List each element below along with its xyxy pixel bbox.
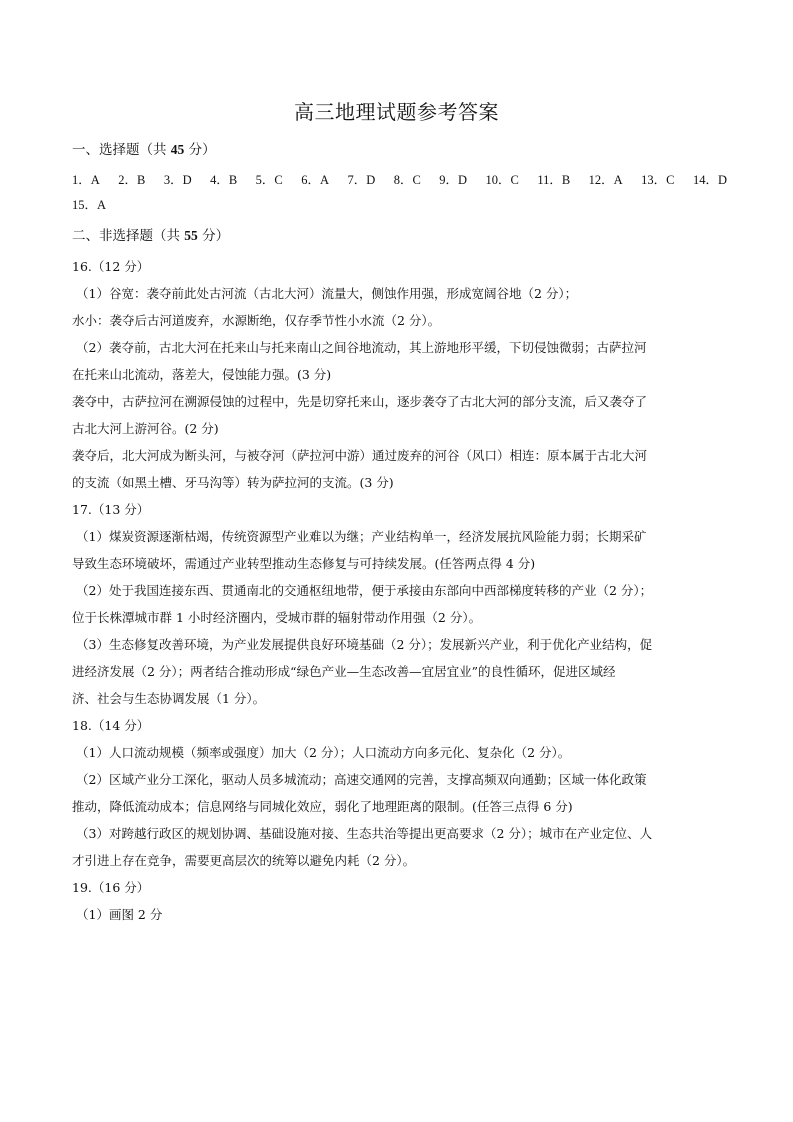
answer-item: 14．D: [692, 173, 727, 187]
answer-item: 12．A: [588, 173, 623, 187]
answer-item: 1．A: [72, 173, 100, 187]
answer-line: 在托来山北流动，落差大，侵蚀能力强。(3 分): [72, 367, 332, 382]
answer-line: （1）煤炭资源逐渐枯竭，传统资源型产业难以为继；产业结构单一，经济发展抗风险能力弱；长期采矿: [76, 529, 647, 544]
answer-line: （2）区域产业分工深化，驱动人员多城流动；高速交通网的完善，支撑高频双向通勤；区域一体化政策: [76, 772, 647, 787]
answer-item: 8．C: [393, 173, 421, 187]
answer-line: 导致生态环境破坏，需通过产业转型推动生态修复与可持续发展。(任答两点得 4 分): [72, 556, 536, 571]
question-18-heading: 18.（14 分）: [72, 718, 150, 733]
question-17-heading: 17.（13 分）: [72, 502, 150, 517]
answer-item: 6．A: [301, 173, 329, 187]
answer-line: 才引进上存在竞争，需要更高层次的统筹以避免内耗（2 分）。: [72, 853, 416, 868]
answer-line: 袭夺中，古萨拉河在溯源侵蚀的过程中，先是切穿托来山，逐步袭夺了古北大河的部分支流，后又袭夺了: [72, 394, 648, 409]
answer-item: 5．C: [255, 173, 283, 187]
question-16-heading: 16.（12 分）: [72, 259, 150, 274]
answer-line: （1）人口流动规模（频率或强度）加大（2 分）；人口流动方向多元化、复杂化（2 分）。: [76, 745, 571, 760]
page-title: 高三地理试题参考答案: [294, 100, 499, 124]
answer-line: （2）袭夺前，古北大河在托来山与托来南山之间谷地流动，其上游地形平缓，下切侵蚀微弱；古萨拉河: [76, 340, 647, 355]
question-19-heading: 19.（16 分）: [72, 880, 150, 895]
answer-line: （2）处于我国连接东西、贯通南北的交通枢纽地带，便于承接由东部向中西部梯度转移的产业（2 分）；: [76, 583, 653, 598]
answer-line: （1）谷宽：袭夺前此处古河流（古北大河）流量大，侧蚀作用强，形成宽阔谷地（2 分）；: [76, 286, 578, 301]
answer-line: 袭夺后，北大河成为断头河，与被夺河（萨拉河中游）通过废弃的河谷（风口）相连：原本属于古北大河: [72, 448, 648, 463]
answer-item: 13．C: [641, 173, 675, 187]
section-multiple-choice-heading: 一、选择题（共 45 分）: [72, 142, 216, 158]
answer-line: 的支流（如黑土槽、牙马沟等）转为萨拉河的支流。(3 分): [72, 475, 394, 490]
answer-item: 10．C: [485, 173, 519, 187]
answer-item: 4．B: [210, 173, 238, 187]
answer-line: 位于长株潭城市群 1 小时经济圈内，受城市群的辐射带动作用强（2 分）。: [72, 610, 482, 625]
answer-item: 3．D: [163, 173, 192, 187]
answer-line: 古北大河上游河谷。(2 分): [72, 421, 219, 436]
multiple-choice-answers-row-2: 15．A: [72, 198, 107, 212]
multiple-choice-answers-row-1: [72, 170, 727, 188]
answer-line: （3）生态修复改善环境，为产业发展提供良好环境基础（2 分）；发展新兴产业，利于优化产业结构，促: [76, 637, 653, 652]
answer-line: 进经济发展（2 分）；两者结合推动形成“绿色产业—生态改善—宜居宜业”的良性循环，促进区域经: [72, 664, 616, 679]
answer-line: 推动，降低流动成本；信息网络与同城化效应，弱化了地理距离的限制。(任答三点得 6 分): [72, 799, 573, 814]
answer-line: （3）对跨越行政区的规划协调、基础设施对接、生态共治等提出更高要求（2 分）；城市在产业定位、人: [76, 826, 653, 841]
answer-item: 2．B: [118, 173, 146, 187]
answer-item: 7．D: [347, 173, 376, 187]
answer-line: （1）画图 2 分: [76, 907, 163, 922]
answer-item: 9．D: [439, 173, 468, 187]
section-non-multiple-choice-heading: 二、非选择题（共 55 分）: [72, 228, 230, 244]
answer-line: 水小：袭夺后古河道废弃，水源断绝，仅存季节性小水流（2 分）。: [72, 313, 441, 328]
answer-line: 济、社会与生态协调发展（1 分）。: [72, 691, 266, 706]
answer-item: 11．B: [537, 173, 571, 187]
